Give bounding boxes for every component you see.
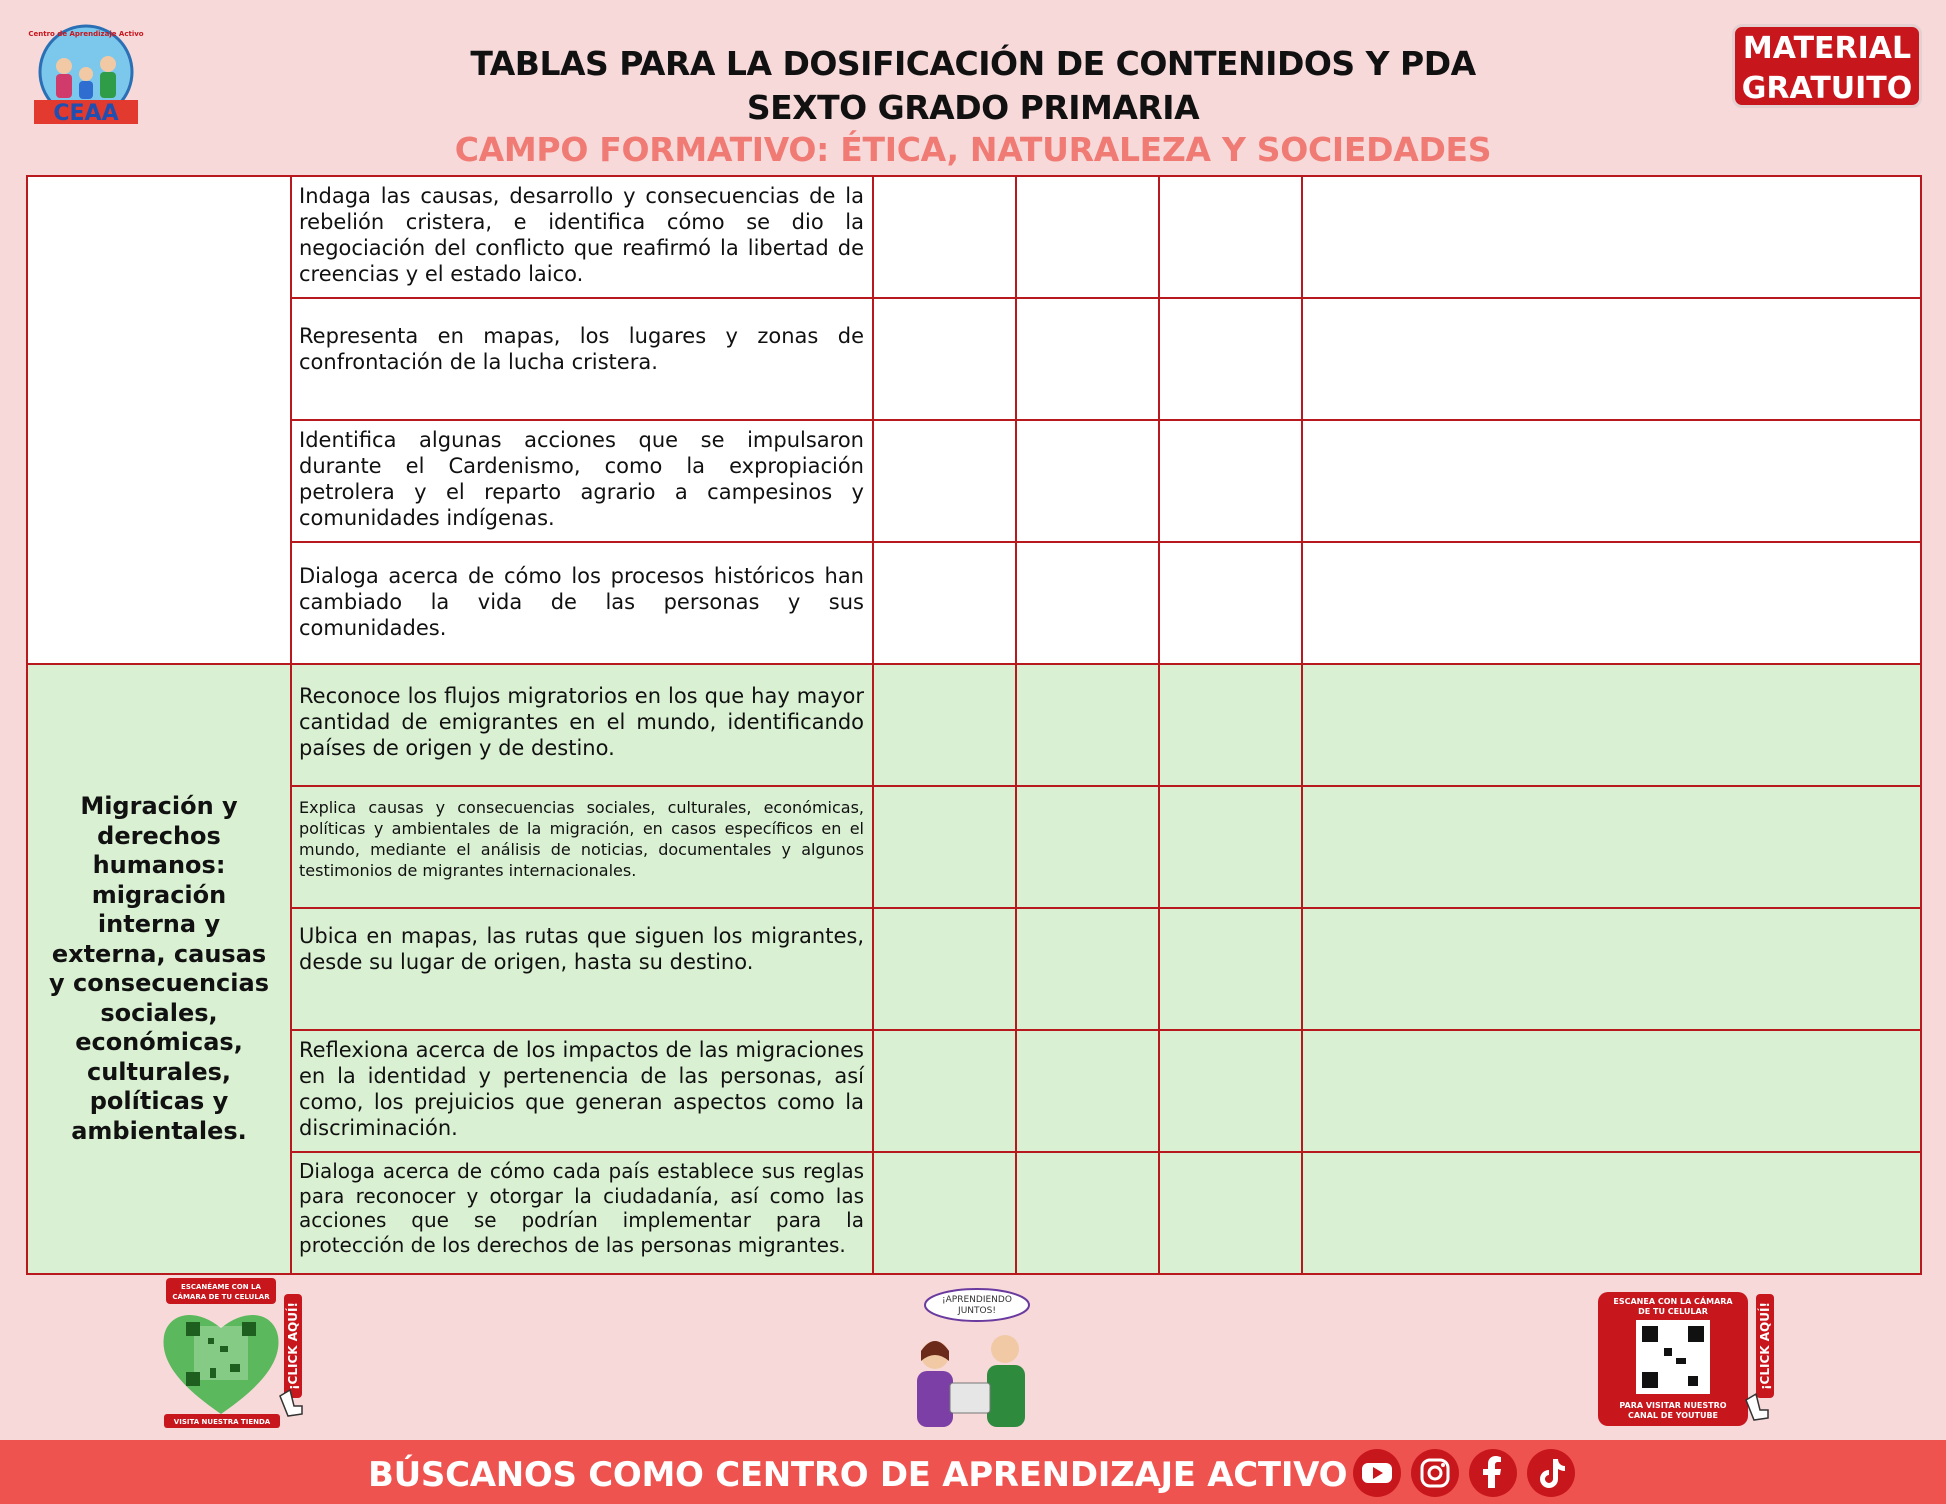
dosification-table	[26, 175, 1922, 1275]
page-grade: SEXTO GRADO PRIMARIA	[746, 88, 1200, 127]
plan-cell[interactable]	[873, 420, 1016, 542]
pda-cell: Ubica en mapas, las rutas que siguen los migrantes, desde su lugar de origen, hasta su destino.	[291, 908, 873, 1030]
table-row	[27, 908, 1921, 1030]
plan-cell[interactable]	[1016, 786, 1159, 908]
plan-cell[interactable]	[1016, 420, 1159, 542]
plan-cell[interactable]	[873, 786, 1016, 908]
plan-cell[interactable]	[1159, 664, 1302, 786]
plan-cell[interactable]	[1016, 908, 1159, 1030]
plan-cell[interactable]	[873, 1030, 1016, 1152]
badge-line-2: GRATUITO	[1741, 71, 1913, 106]
plan-cell[interactable]	[873, 176, 1016, 298]
footer-text: BÚSCANOS COMO CENTRO DE APRENDIZAJE ACTIVO	[368, 1455, 1348, 1495]
store-label: VISITA NUESTRA TIENDA	[173, 1418, 271, 1426]
table-row	[27, 542, 1921, 664]
plan-cell[interactable]	[1016, 664, 1159, 786]
plan-cell[interactable]	[873, 664, 1016, 786]
table-row	[27, 664, 1921, 786]
mascots-illustration	[895, 1285, 1045, 1440]
plan-cell[interactable]	[1159, 420, 1302, 542]
table-row	[27, 786, 1921, 908]
pda-cell: Reflexiona acerca de los impactos de las migraciones en la identidad y pertenencia de las personas, así como, los prejuicios que generan aspectos como la discriminación.	[291, 1030, 873, 1152]
svg-text:ESCANÉAME CON LA: ESCANÉAME CON LA	[181, 1283, 261, 1291]
topic-cell	[27, 176, 291, 664]
plan-cell[interactable]	[1159, 542, 1302, 664]
svg-text:ESCANEA CON LA CÁMARA: ESCANEA CON LA CÁMARA	[1613, 1297, 1733, 1306]
pda-cell: Identifica algunas acciones que se impulsaron durante el Cardenismo, como la expropiación petrolera y el reparto agrario a campesinos y comunidades indígenas.	[291, 420, 873, 542]
plan-cell[interactable]	[1016, 1152, 1159, 1274]
page-title: TABLAS PARA LA DOSIFICACIÓN DE CONTENIDOS Y PDA	[470, 44, 1476, 83]
plan-cell[interactable]	[1016, 298, 1159, 420]
badge-line-1: MATERIAL	[1742, 31, 1912, 66]
plan-cell[interactable]	[1302, 298, 1921, 420]
svg-text:CÁMARA DE TU CELULAR: CÁMARA DE TU CELULAR	[172, 1293, 270, 1301]
table-row	[27, 1030, 1921, 1152]
plan-cell[interactable]	[1302, 420, 1921, 542]
table-row	[27, 176, 1921, 298]
pda-cell: Representa en mapas, los lugares y zonas de confrontación de la lucha cristera.	[291, 298, 873, 420]
plan-cell[interactable]	[1016, 1030, 1159, 1152]
svg-text:PARA VISITAR NUESTRO: PARA VISITAR NUESTRO	[1619, 1401, 1727, 1410]
plan-cell[interactable]	[1302, 786, 1921, 908]
plan-cell[interactable]	[1016, 176, 1159, 298]
plan-cell[interactable]	[1302, 1030, 1921, 1152]
plan-cell[interactable]	[1302, 542, 1921, 664]
plan-cell[interactable]	[1159, 1152, 1302, 1274]
plan-cell[interactable]	[1159, 298, 1302, 420]
pda-cell: Reconoce los flujos migratorios en los que hay mayor cantidad de emigrantes en el mundo, identificando países de origen y de destino.	[291, 664, 873, 786]
svg-text:JUNTOS!: JUNTOS!	[958, 1306, 996, 1316]
plan-cell[interactable]	[873, 908, 1016, 1030]
instagram-icon[interactable]	[1410, 1448, 1460, 1498]
svg-text:DE TU CELULAR: DE TU CELULAR	[1638, 1307, 1708, 1316]
youtube-icon[interactable]	[1352, 1448, 1402, 1498]
pda-cell: Indaga las causas, desarrollo y consecuencias de la rebelión cristera, e identifica cómo se dio la negociación del conflicto que reafirmó la libertad de creencias y el estado laico.	[291, 176, 873, 298]
facebook-icon[interactable]	[1468, 1448, 1518, 1498]
table-row	[27, 420, 1921, 542]
pda-cell: Dialoga acerca de cómo los procesos históricos han cambiado la vida de las personas y sus comunidades.	[291, 542, 873, 664]
plan-cell[interactable]	[1159, 786, 1302, 908]
plan-cell[interactable]	[1159, 1030, 1302, 1152]
pda-cell: Explica causas y consecuencias sociales, culturales, económicas, políticas y ambientales de la migración, en casos específicos en el mundo, mediante el análisis de noticias, documentales y algunos testimonios de migrantes internacionales.	[291, 786, 873, 908]
click-label: ¡CLICK AQUÍ!	[1758, 1302, 1772, 1390]
plan-cell[interactable]	[1016, 542, 1159, 664]
store-qr-code[interactable]	[160, 1276, 315, 1431]
plan-cell[interactable]	[873, 1152, 1016, 1274]
logo-text: CEAA	[53, 101, 119, 126]
free-material-badge	[1732, 24, 1922, 108]
table-row	[27, 1152, 1921, 1274]
table-row	[27, 298, 1921, 420]
plan-cell[interactable]	[1302, 176, 1921, 298]
click-label: ¡CLICK AQUÍ!	[286, 1302, 300, 1390]
plan-cell[interactable]	[1302, 908, 1921, 1030]
plan-cell[interactable]	[1159, 908, 1302, 1030]
logo-arc-text: Centro de Aprendizaje Activo	[28, 30, 144, 38]
plan-cell[interactable]	[1302, 664, 1921, 786]
page-subtitle: CAMPO FORMATIVO: ÉTICA, NATURALEZA Y SOCIEDADES	[454, 130, 1492, 169]
youtube-qr-code[interactable]	[1596, 1290, 1786, 1430]
plan-cell[interactable]	[873, 298, 1016, 420]
svg-text:CANAL DE YOUTUBE: CANAL DE YOUTUBE	[1627, 1411, 1719, 1420]
plan-cell[interactable]	[873, 542, 1016, 664]
plan-cell[interactable]	[1159, 176, 1302, 298]
svg-text:¡APRENDIENDO: ¡APRENDIENDO	[942, 1295, 1012, 1305]
topic-cell: Migración y derechos humanos: migración interna y externa, causas y consecuencias sociales, económicas, culturales, políticas y ambientales.	[27, 664, 291, 1274]
tiktok-icon[interactable]	[1526, 1448, 1576, 1498]
plan-cell[interactable]	[1302, 1152, 1921, 1274]
pda-cell: Dialoga acerca de cómo cada país establece sus reglas para reconocer y otorgar la ciudadanía, así como las acciones que se podrían implementar para la protección de los derechos de las personas migrantes.	[291, 1152, 873, 1274]
